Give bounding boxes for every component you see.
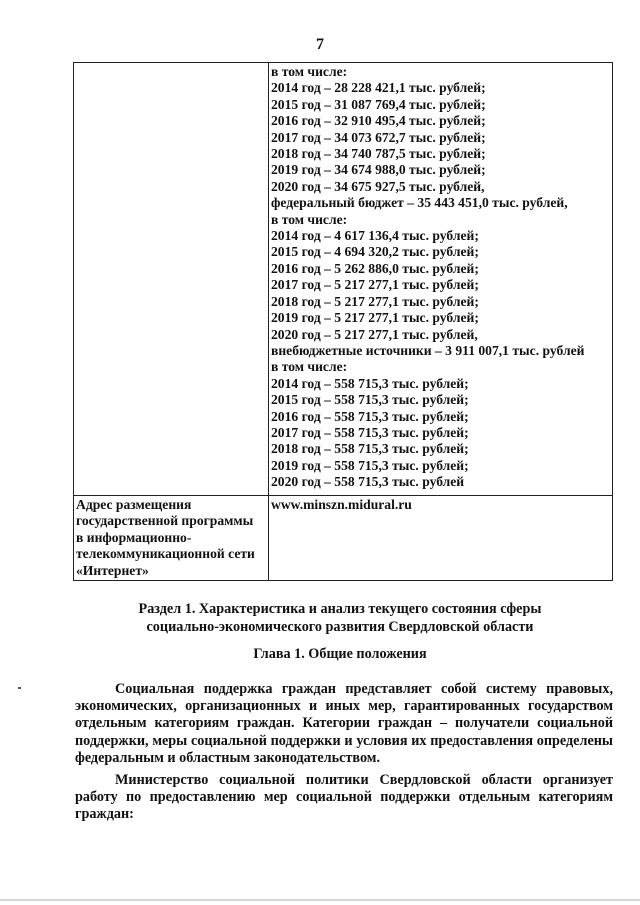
funding-line: 2020 год – 5 217 277,1 тыс. рублей, [271,326,478,342]
address-label-line: телекоммуникационной сети [76,546,255,562]
table-row-funding [74,63,613,496]
funding-line: 2017 год – 558 715,3 тыс. рублей; [271,424,469,440]
address-label-line: Адрес размещения [76,497,192,512]
table-row-address [74,496,613,581]
scan-edge [0,899,640,901]
address-label-line: государственной программы [76,513,254,529]
address-label-line: «Интернет» [76,562,149,578]
funding-line: 2016 год – 558 715,3 тыс. рублей; [271,408,469,424]
program-passport-table [73,62,613,581]
funding-line: 2018 год – 5 217 277,1 тыс. рублей; [271,293,479,309]
funding-line: 2017 год – 34 073 672,7 тыс. рублей; [271,129,486,145]
page-number: 7 [316,36,324,53]
section-title [60,600,620,636]
body-paragraph: Социальная поддержка граждан представляет собой систему правовых, экономических, организационных и иных мер, гарантированных государством отдельным категориям граждан. Категории граждан – получатели социальной поддержки, меры социальной поддержки и условия их предоставления определены федеральным и областным законодательством. [75,681,613,766]
body-paragraph: Министерство социальной политики Свердловской области организует работу по предоставлению мер социальной поддержки отдельным категориям граждан: [75,772,613,823]
funding-line: 2014 год – 558 715,3 тыс. рублей; [271,375,469,391]
funding-line: в том числе: [271,211,348,227]
funding-line: 2015 год – 4 694 320,2 тыс. рублей; [271,244,479,260]
funding-line: 2020 год – 34 675 927,5 тыс. рублей, [271,178,485,194]
funding-line: 2014 год – 4 617 136,4 тыс. рублей; [271,228,479,244]
funding-line: 2020 год – 558 715,3 тыс. рублей [271,474,465,490]
funding-line: 2019 год – 34 674 988,0 тыс. рублей; [271,162,486,178]
funding-label-cell [74,63,269,496]
body-text [75,681,613,824]
funding-line: 2018 год – 34 740 787,5 тыс. рублей; [271,146,486,162]
funding-line: 2014 год – 28 228 421,1 тыс. рублей; [271,80,486,96]
address-value-cell [269,496,613,581]
funding-value-cell [269,63,613,496]
address-label-line: в информационно- [76,529,192,545]
funding-line: федеральный бюджет – 35 443 451,0 тыс. рублей, [271,195,568,211]
section-title-line: Раздел 1. Характеристика и анализ текущего состояния сферы [138,601,542,617]
funding-line: 2019 год – 5 217 277,1 тыс. рублей; [271,310,479,326]
funding-line: внебюджетные источники – 3 911 007,1 тыс. рублей [271,342,585,358]
funding-line: 2019 год – 558 715,3 тыс. рублей; [271,457,469,473]
funding-line: 2015 год – 558 715,3 тыс. рублей; [271,392,469,408]
funding-line: в том числе: [271,359,348,375]
funding-line: в том числе: [271,64,348,79]
funding-line: 2018 год – 558 715,3 тыс. рублей; [271,441,469,457]
website-url: www.minszn.midural.ru [271,497,412,512]
funding-line: 2017 год – 5 217 277,1 тыс. рублей; [271,277,479,293]
chapter-title: Глава 1. Общие положения [253,646,427,662]
section-title-line: социально-экономического развития Свердловской области [146,619,534,635]
funding-line: 2015 год – 31 087 769,4 тыс. рублей; [271,96,486,112]
funding-line: 2016 год – 5 262 886,0 тыс. рублей; [271,260,479,276]
scan-mark [18,687,21,689]
address-label-cell [74,496,269,581]
funding-line: 2016 год – 32 910 495,4 тыс. рублей; [271,113,486,129]
